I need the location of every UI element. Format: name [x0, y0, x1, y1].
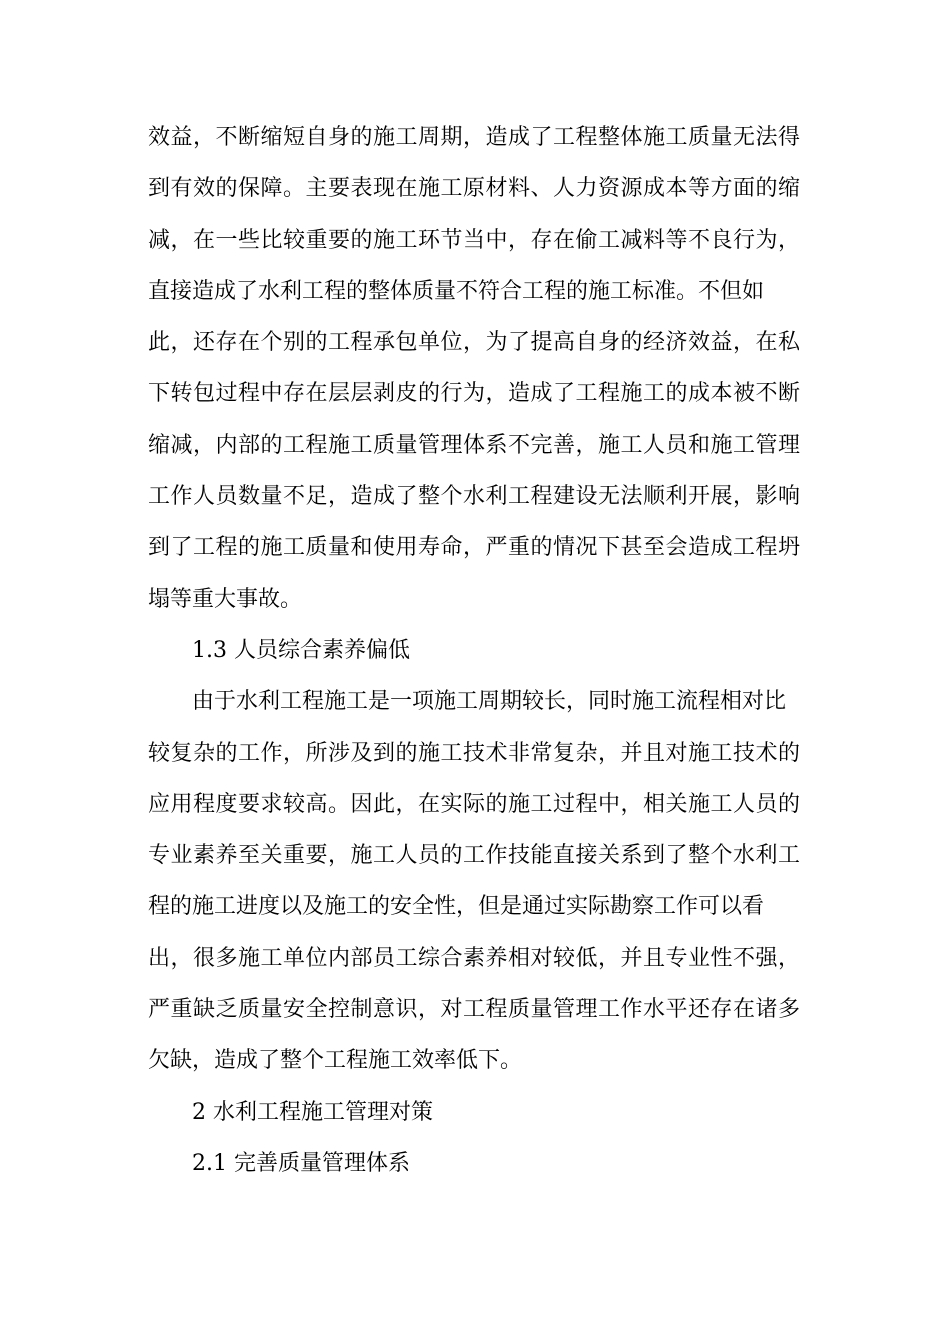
paragraph-line: 效益，不断缩短自身的施工周期，造成了工程整体施工质量无法得 [148, 125, 800, 150]
section-heading-2-1: 2.1 完善质量管理体系 [192, 1150, 410, 1176]
section-heading-2: 2 水利工程施工管理对策 [192, 1099, 433, 1125]
paragraph-line: 工作人员数量不足，造成了整个水利工程建设无法顺利开展，影响 [148, 484, 800, 510]
paragraph-line: 到有效的保障。主要表现在施工原材料、人力资源成本等方面的缩 [148, 176, 800, 202]
paragraph-line: 由于水利工程施工是一项施工周期较长，同时施工流程相对比 [192, 689, 787, 715]
paragraph-line: 到了工程的施工质量和使用寿命，严重的情况下甚至会造成工程坍 [148, 535, 800, 561]
paragraph-line: 减，在一些比较重要的施工环节当中，存在偷工减料等不良行为， [148, 227, 800, 253]
paragraph-line: 应用程度要求较高。因此，在实际的施工过程中，相关施工人员的 [148, 791, 800, 817]
paragraph-line: 直接造成了水利工程的整体质量不符合工程的施工标准。不但如 [148, 278, 765, 304]
paragraph-line: 较复杂的工作，所涉及到的施工技术非常复杂，并且对施工技术的 [148, 740, 800, 766]
paragraph-line: 下转包过程中存在层层剥皮的行为，造成了工程施工的成本被不断 [148, 381, 800, 407]
document-body [148, 112, 800, 1189]
paragraph-line: 严重缺乏质量安全控制意识，对工程质量管理工作水平还存在诸多 [148, 997, 800, 1023]
paragraph-quality-issues [148, 112, 800, 625]
paragraph-line: 专业素养至关重要，施工人员的工作技能直接关系到了整个水利工 [148, 843, 800, 869]
paragraph-line: 缩减，内部的工程施工质量管理体系不完善，施工人员和施工管理 [148, 432, 800, 458]
paragraph-line: 此，还存在个别的工程承包单位，为了提高自身的经济效益，在私 [148, 330, 800, 356]
paragraph-line: 出，很多施工单位内部员工综合素养相对较低，并且专业性不强， [148, 945, 800, 971]
paragraph-line: 塌等重大事故。 [148, 586, 303, 612]
paragraph-line: 程的施工进度以及施工的安全性，但是通过实际勘察工作可以看 [148, 894, 765, 920]
paragraph-personnel-quality [148, 676, 800, 1086]
paragraph-line: 欠缺，造成了整个工程施工效率低下。 [148, 1048, 523, 1074]
section-heading-1-3: 1.3 人员综合素养偏低 [192, 637, 410, 663]
